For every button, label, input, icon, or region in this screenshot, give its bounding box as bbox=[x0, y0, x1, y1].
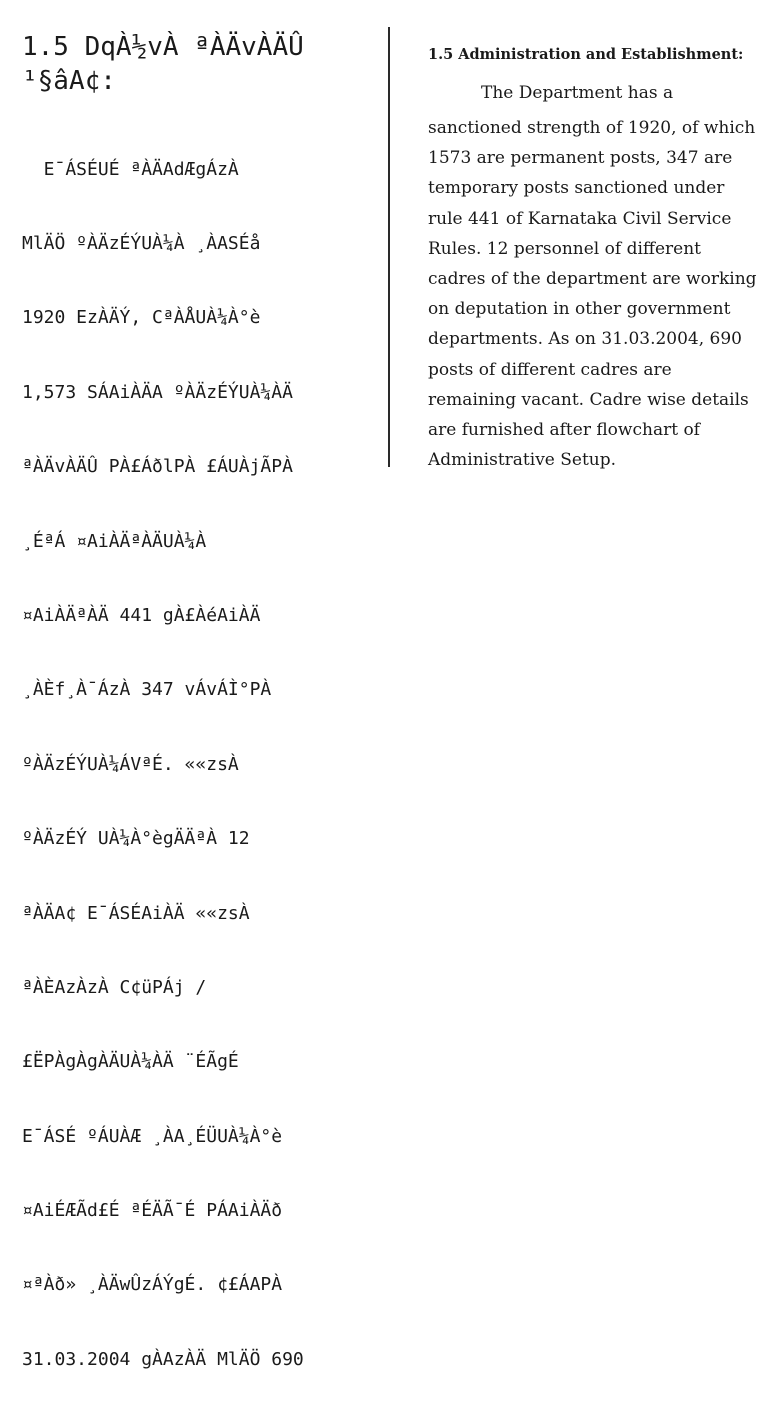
kannada-line: 31.03.2004 gÀAzÀÄ MlÄÖ 690 bbox=[22, 1348, 304, 1370]
english-line: Rules. 12 personnel of different bbox=[428, 238, 701, 259]
kannada-line: ªÀÈAzÀzÀ C¢üPÁj / bbox=[22, 976, 207, 998]
kannada-line: E¯ÁSÉUÉ ªÀÄAdÆgÁzÀ bbox=[22, 158, 239, 180]
kannada-heading-line: ¹§âA¢: bbox=[22, 66, 116, 96]
kannada-line: ºÀÄzÉÝUÀ¼ÁVªÉ. ««zsÀ bbox=[22, 753, 239, 775]
kannada-line: 1920 EzÀÄÝ, CªÀÅUÀ¼À°è bbox=[22, 307, 261, 329]
column-divider bbox=[388, 27, 390, 467]
kannada-line: £ËPÀgÀgÀÄUÀ¼ÀÄ ¨ÉÃgÉ bbox=[22, 1051, 239, 1073]
english-line: temporary posts sanctioned under bbox=[428, 178, 725, 199]
english-line: departments. As on 31.03.2004, 690 bbox=[428, 329, 742, 350]
english-line: rule 441 of Karnataka Civil Service bbox=[428, 208, 732, 229]
kannada-heading bbox=[22, 30, 384, 98]
english-line: on deputation in other government bbox=[428, 299, 731, 320]
kannada-line: E¯ÁSÉ ºÁUÀÆ ¸ÀA¸ÉÜUÀ¼À°è bbox=[22, 1125, 283, 1147]
english-line: cadres of the department are working bbox=[428, 269, 757, 290]
english-intro-line: The Department has a bbox=[481, 83, 674, 103]
english-line: 1573 are permanent posts, 347 are bbox=[428, 148, 733, 169]
kannada-line: ªÀÄvÀÄÛ PÀ£ÁðlPÀ £ÁUÀjÃPÀ bbox=[22, 456, 293, 478]
english-line: posts of different cadres are bbox=[428, 359, 672, 380]
kannada-paragraph bbox=[22, 108, 384, 1422]
english-column bbox=[428, 46, 768, 475]
english-line: are furnished after flowchart of bbox=[428, 420, 700, 441]
kannada-heading-line: 1.5 DqÀ½vÀ ªÀÄvÀÄÛ bbox=[22, 32, 304, 62]
kannada-line: ¤AiÀÄªÀÄ 441 gÀ£ÀéAiÀÄ bbox=[22, 604, 261, 626]
kannada-line: ¸ÉªÁ ¤AiÀÄªÀÄUÀ¼À bbox=[22, 530, 207, 552]
kannada-line: ªÀÄA¢ E¯ÁSÉAiÀÄ ««zsÀ bbox=[22, 902, 250, 924]
kannada-line: ¤ªÀð» ¸ÀÄwÛzÁÝgÉ. ¢£ÁAPÀ bbox=[22, 1274, 283, 1296]
english-line: remaining vacant. Cadre wise details bbox=[428, 389, 749, 410]
kannada-line: 1,573 SÁAiÀÄA ºÀÄzÉÝUÀ¼ÀÄ bbox=[22, 381, 293, 403]
kannada-line: ¤AiÉÆÃd£É ªÉÄÃ¯É PÁAiÀÄð bbox=[22, 1200, 283, 1222]
kannada-line: ºÀÄzÉÝ UÀ¼À°ègÄÄªÀ 12 bbox=[22, 828, 250, 850]
kannada-line: MlÄÖ ºÀÄzÉÝUÀ¼À ¸ÀASÉå bbox=[22, 232, 261, 254]
english-line: Administrative Setup. bbox=[428, 450, 617, 471]
kannada-column bbox=[22, 30, 384, 1370]
english-heading: 1.5 Administration and Establishment: bbox=[428, 46, 744, 63]
kannada-line: ¸ÀÈf¸À¯ÁzÀ 347 vÁvÁÌ°PÀ bbox=[22, 679, 272, 701]
english-paragraph bbox=[428, 113, 768, 475]
english-line: sanctioned strength of 1920, of which bbox=[428, 118, 756, 138]
